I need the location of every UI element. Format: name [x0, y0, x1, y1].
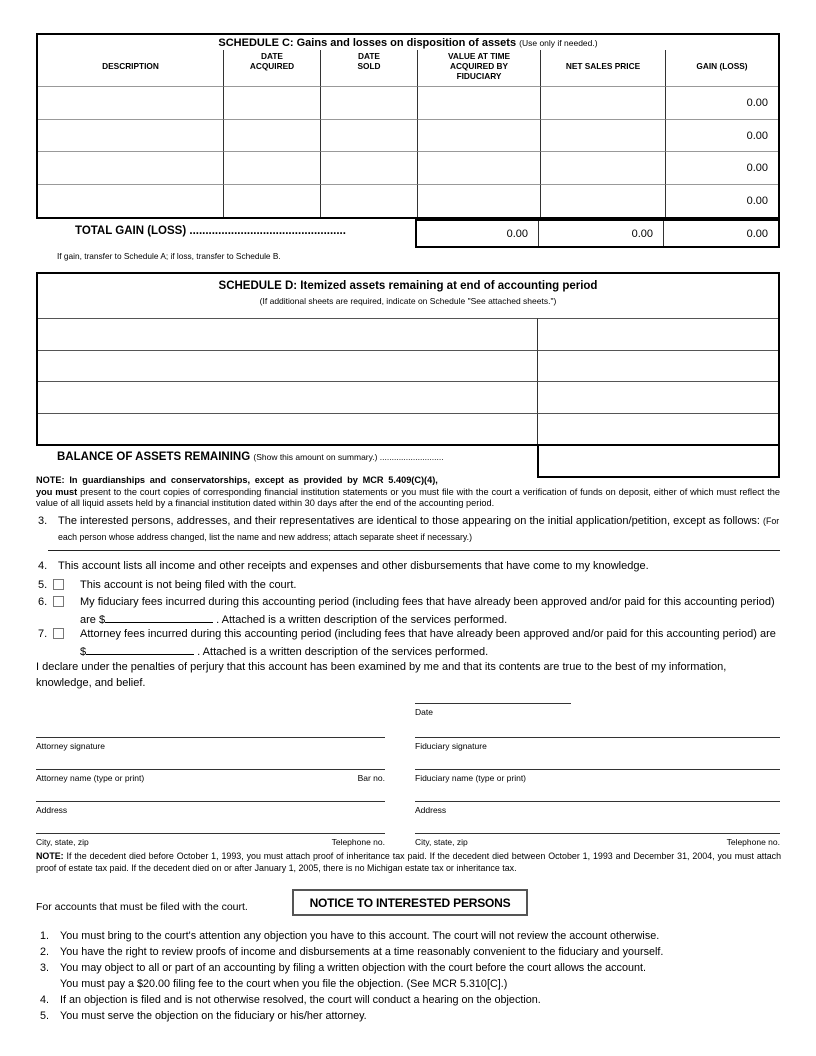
gain-loss-value: 0.00 [665, 184, 778, 217]
fiduciary-signature-field[interactable] [415, 737, 780, 751]
balance-of-assets-label: BALANCE OF ASSETS REMAINING (Show this amount on summary.) ........................... [57, 451, 444, 463]
schedule-c-footnote: If gain, transfer to Schedule A; if loss, transfer to Schedule B. [57, 251, 281, 261]
attorney-address-field[interactable] [36, 801, 385, 815]
schedule-d-table [36, 272, 780, 446]
table-cell-asset-amount[interactable] [537, 350, 778, 382]
table-cell-asset-description[interactable] [38, 318, 537, 350]
statement-7-text-after: . Attached is a written description of the services performed. [194, 645, 489, 658]
notice-item-2: 2. You have the right to review proofs of income and disbursements at a time reasonably convenient to the fiduciary and yourself. [40, 946, 664, 958]
table-cell-value-at-time[interactable] [417, 151, 540, 184]
schedule-c-table [36, 33, 780, 219]
schedule-d-title: SCHEDULE D: Itemized assets remaining at end of accounting period [218, 280, 598, 292]
table-cell-date-acquired[interactable] [223, 151, 320, 184]
fiduciary-name-field[interactable] [415, 769, 780, 783]
table-cell-net-sales-price[interactable] [540, 86, 665, 119]
table-cell-date-sold[interactable] [320, 184, 417, 217]
table-cell-net-sales-price[interactable] [540, 184, 665, 217]
total-net-sales-price: 0.00 [538, 221, 663, 246]
fiduciary-city-label: City, state, zip [415, 837, 468, 847]
date-label: Date [415, 707, 433, 717]
table-cell-date-acquired[interactable] [223, 119, 320, 152]
attorney-name-label: Attorney name (type or print) [36, 773, 145, 783]
fiduciary-signature-label: Fiduciary signature [415, 741, 487, 751]
statement-3 [36, 514, 782, 546]
notice-intro-text: For accounts that must be filed with the court. [36, 901, 248, 913]
attorney-fees-amount-field[interactable] [86, 643, 194, 655]
total-gain-loss: 0.00 [663, 221, 778, 246]
table-cell-description[interactable] [38, 86, 223, 119]
bar-no-label: Bar no. [357, 773, 385, 783]
statement-6-number: 6. [38, 596, 48, 608]
schedule-c-title-text: SCHEDULE C: Gains and losses on disposition of assets [218, 37, 517, 49]
table-cell-value-at-time[interactable] [417, 184, 540, 217]
perjury-declaration: I declare under the penalties of perjury that this account has been examined by me and that its contents are true to the best of my information, knowledge, and belief. [36, 661, 727, 689]
attorney-signature-label: Attorney signature [36, 741, 105, 751]
fiduciary-address-field[interactable] [415, 801, 780, 815]
balance-note: (Show this amount on summary.) ........................... [253, 452, 444, 462]
column-header-net-sales-price: NET SALES PRICE [540, 50, 665, 86]
table-cell-asset-description[interactable] [38, 381, 537, 413]
table-cell-date-sold[interactable] [320, 151, 417, 184]
schedule-c-body [38, 86, 778, 217]
fiduciary-city-field[interactable] [415, 833, 780, 847]
statement-3-number: 3. [38, 515, 48, 527]
table-cell-net-sales-price[interactable] [540, 151, 665, 184]
table-cell-net-sales-price[interactable] [540, 119, 665, 152]
table-cell-asset-description[interactable] [38, 350, 537, 382]
table-cell-asset-amount[interactable] [537, 381, 778, 413]
statement-6 [36, 595, 784, 629]
statement-4-text: This account lists all income and other receipts and expenses and other disbursements that have come to my knowledge. [58, 560, 649, 572]
schedule-d-body [38, 318, 778, 444]
statement-5-text: This account is not being filed with the court. [80, 579, 297, 591]
table-cell-description[interactable] [38, 151, 223, 184]
guardianship-note-heading: NOTE: In guardianships and conservatorships, except as provided by MCR 5.409(C)(4), [36, 475, 438, 485]
statement-6-text-before: My fiduciary fees incurred during this accounting period (including fees that have already been approved and/or paid for this accounting period) are $ [80, 596, 775, 626]
column-header-description: DESCRIPTION [102, 61, 159, 71]
notice-item-4: 4. If an objection is filed and is not otherwise resolved, the court will conduct a hearing on the objection. [40, 994, 541, 1006]
balance-of-assets-amount-box[interactable] [537, 446, 780, 478]
schedule-c-title [38, 35, 778, 50]
table-cell-asset-description[interactable] [38, 413, 537, 445]
notice-title: NOTICE TO INTERESTED PERSONS [309, 895, 511, 910]
table-cell-asset-amount[interactable] [537, 413, 778, 445]
notice-item-5: 5. You must serve the objection on the fiduciary or his/her attorney. [40, 1010, 367, 1022]
table-cell-value-at-time[interactable] [417, 86, 540, 119]
notice-item-1: 1. You must bring to the court's attention any objection you have to this account. The court will not review the account otherwise. [40, 930, 660, 942]
gain-loss-value: 0.00 [665, 86, 778, 119]
checkbox-not-filed[interactable] [53, 579, 64, 590]
notice-item-3: 3. You may object to all or part of an accounting by filing a written objection with the court before the court allows the account. You must pay a $20.00 filing fee to the court when you file the objection. (See MCR 5.310[C].) [40, 962, 646, 990]
column-header-gain-loss: GAIN (LOSS) [665, 50, 778, 86]
table-cell-date-acquired[interactable] [223, 86, 320, 119]
statement-4-number: 4. [38, 560, 48, 572]
column-header-date-acquired: DATE ACQUIRED [223, 50, 320, 86]
schedule-d-subtitle: (If additional sheets are required, indicate on Schedule "See attached sheets.") [259, 296, 557, 306]
estate-tax-note: NOTE: If the decedent died before October 1, 1993, you must attach proof of inheritance tax paid. If the decedent died between October 1, 1993 and December 31, 2004, you must attach proof of estate tax paid. If the decedent died on or after January 1, 2005, there is no Michigan estate tax or inheritance tax. [36, 851, 781, 874]
statement-3-text: The interested persons, addresses, and their representatives are identical to those appearing on the initial application/petition, except as follows: [58, 515, 764, 527]
table-cell-date-sold[interactable] [320, 119, 417, 152]
dot-leader: ................................................. [189, 225, 346, 237]
total-gain-loss-values [415, 219, 780, 248]
checkbox-attorney-fees[interactable] [53, 628, 64, 639]
statement-7-text-before: Attorney fees incurred during this accounting period (including fees that have already been approved and/or paid for this accounting period) are $ [80, 628, 776, 658]
attorney-address-label: Address [36, 805, 68, 815]
address-change-fill-line[interactable] [48, 550, 780, 551]
column-header-date-sold: DATE SOLD [320, 50, 417, 86]
table-cell-date-acquired[interactable] [223, 184, 320, 217]
checkbox-fiduciary-fees[interactable] [53, 596, 64, 607]
attorney-city-field[interactable] [36, 833, 385, 847]
fiduciary-address-label: Address [415, 805, 447, 815]
fiduciary-phone-label: Telephone no. [726, 837, 780, 847]
table-cell-description[interactable] [38, 119, 223, 152]
total-gain-loss-label: TOTAL GAIN (LOSS) ................................................. [75, 225, 346, 237]
statement-5-number: 5. [38, 579, 48, 591]
statement-5 [36, 578, 782, 594]
statement-7 [36, 627, 784, 661]
total-value-at-time: 0.00 [506, 228, 528, 240]
attorney-phone-label: Telephone no. [331, 837, 385, 847]
fiduciary-name-label: Fiduciary name (type or print) [415, 773, 527, 783]
table-cell-asset-amount[interactable] [537, 318, 778, 350]
statement-3-note: (For each person whose address changed, list the name and new address; attach separate sheet if necessary.) [58, 516, 780, 542]
table-cell-date-sold[interactable] [320, 86, 417, 119]
attorney-signature-field[interactable] [36, 737, 385, 751]
date-field[interactable] [415, 703, 571, 717]
notice-title-box [292, 889, 528, 916]
table-cell-value-at-time[interactable] [417, 119, 540, 152]
guardianship-note-text: you must present to the court copies of corresponding financial institution statements or you must file with the court a verification of funds on deposit, either of which must reflect the value of all liquid assets held by a financial institution dated within 30 days after the end of the accounting period. [36, 487, 781, 509]
gain-loss-value: 0.00 [665, 151, 778, 184]
statement-4 [36, 559, 782, 575]
table-cell-description[interactable] [38, 184, 223, 217]
attorney-name-field[interactable] [36, 769, 385, 783]
column-header-value-at-time: VALUE AT TIME ACQUIRED BY FIDUCIARY [417, 50, 540, 86]
schedule-d-header [38, 274, 778, 318]
statement-6-text-after: . Attached is a written description of the services performed. [213, 613, 508, 626]
gain-loss-value: 0.00 [665, 119, 778, 152]
fiduciary-fees-amount-field[interactable] [105, 611, 213, 623]
schedule-c-header-row [38, 50, 778, 86]
notice-items-list [36, 928, 784, 1024]
schedule-c-title-note: (Use only if needed.) [519, 38, 598, 48]
statement-7-number: 7. [38, 628, 48, 640]
attorney-city-label: City, state, zip [36, 837, 89, 847]
